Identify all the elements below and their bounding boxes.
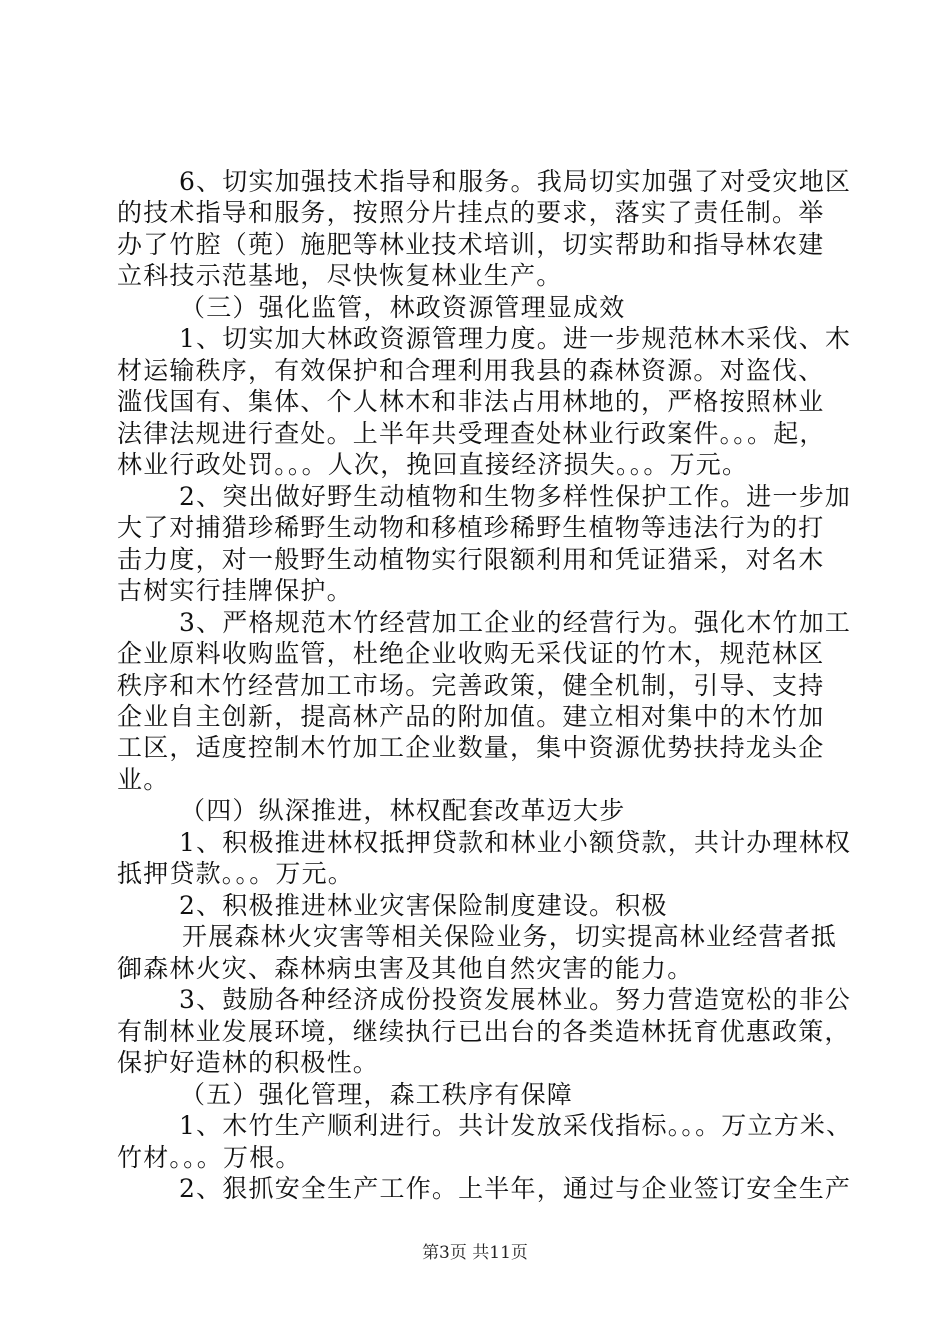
body-line: 的技术指导和服务，按照分片挂点的要求，落实了责任制。举 bbox=[117, 198, 825, 227]
body-line: 秩序和木竹经营加工市场。完善政策，健全机制，引导、支持 bbox=[117, 671, 825, 700]
section-heading: （三）强化监管，林政资源管理显成效 bbox=[180, 293, 626, 322]
body-line: 3、鼓励各种经济成份投资发展林业。努力营造宽松的非公 bbox=[179, 985, 852, 1014]
section-heading: （四）纵深推进，林权配套改革迈大步 bbox=[180, 796, 626, 825]
body-line: 御森林火灾、森林病虫害及其他自然灾害的能力。 bbox=[117, 954, 694, 983]
body-line: 开展森林火灾害等相关保险业务，切实提高林业经营者抵 bbox=[182, 922, 838, 951]
body-line: 击力度，对一般野生动植物实行限额利用和凭证猎采，对名木 bbox=[117, 545, 825, 574]
body-line: 材运输秩序，有效保护和合理利用我县的森林资源。对盗伐、 bbox=[117, 356, 825, 385]
body-line: 竹材。。。万根。 bbox=[117, 1143, 302, 1172]
body-line: 1、切实加大林政资源管理力度。进一步规范林木采伐、木 bbox=[179, 324, 852, 353]
body-line: 2、狠抓安全生产工作。上半年，通过与企业签订安全生产 bbox=[179, 1174, 852, 1203]
body-line: 企业自主创新，提高林产品的附加值。建立相对集中的木竹加 bbox=[117, 702, 825, 731]
body-line: 6、切实加强技术指导和服务。我局切实加强了对受灾地区 bbox=[179, 167, 852, 196]
body-line: 3、严格规范木竹经营加工企业的经营行为。强化木竹加工 bbox=[179, 608, 852, 637]
body-line: 古树实行挂牌保护。 bbox=[117, 576, 353, 605]
body-line: 法律法规进行查处。上半年共受理查处林业行政案件。。。起， bbox=[117, 419, 826, 448]
body-line: 抵押贷款。。。万元。 bbox=[117, 859, 355, 888]
body-line: 1、木竹生产顺利进行。共计发放采伐指标。。。万立方米、 bbox=[179, 1111, 853, 1140]
body-line: 2、积极推进林业灾害保险制度建设。积极 bbox=[179, 891, 668, 920]
page-footer: 第3页 共11页 bbox=[422, 1243, 528, 1263]
body-line: 2、突出做好野生动植物和生物多样性保护工作。进一步加 bbox=[179, 482, 852, 511]
body-line: 大了对捕猎珍稀野生动物和移植珍稀野生植物等违法行为的打 bbox=[117, 513, 825, 542]
body-line: 企业原料收购监管，杜绝企业收购无采伐证的竹木，规范林区 bbox=[117, 639, 825, 668]
body-line: 滥伐国有、集体、个人林木和非法占用林地的，严格按照林业 bbox=[117, 387, 825, 416]
body-line: 业。 bbox=[117, 765, 170, 794]
body-line: 办了竹腔（蔸）施肥等林业技术培训，切实帮助和指导林农建 bbox=[117, 230, 825, 259]
body-line: 林业行政处罚。。。人次，挽回直接经济损失。。。万元。 bbox=[117, 450, 749, 479]
body-line: 工区，适度控制木竹加工企业数量，集中资源优势扶持龙头企 bbox=[117, 733, 825, 762]
body-line: 1、积极推进林权抵押贷款和林业小额贷款，共计办理林权 bbox=[179, 828, 852, 857]
body-line: 保护好造林的积极性。 bbox=[117, 1048, 380, 1077]
body-line: 立科技示范基地，尽快恢复林业生产。 bbox=[117, 261, 563, 290]
body-line: 有制林业发展环境，继续执行已出台的各类造林抚育优惠政策， bbox=[117, 1017, 851, 1046]
section-heading: （五）强化管理，森工秩序有保障 bbox=[180, 1080, 574, 1109]
